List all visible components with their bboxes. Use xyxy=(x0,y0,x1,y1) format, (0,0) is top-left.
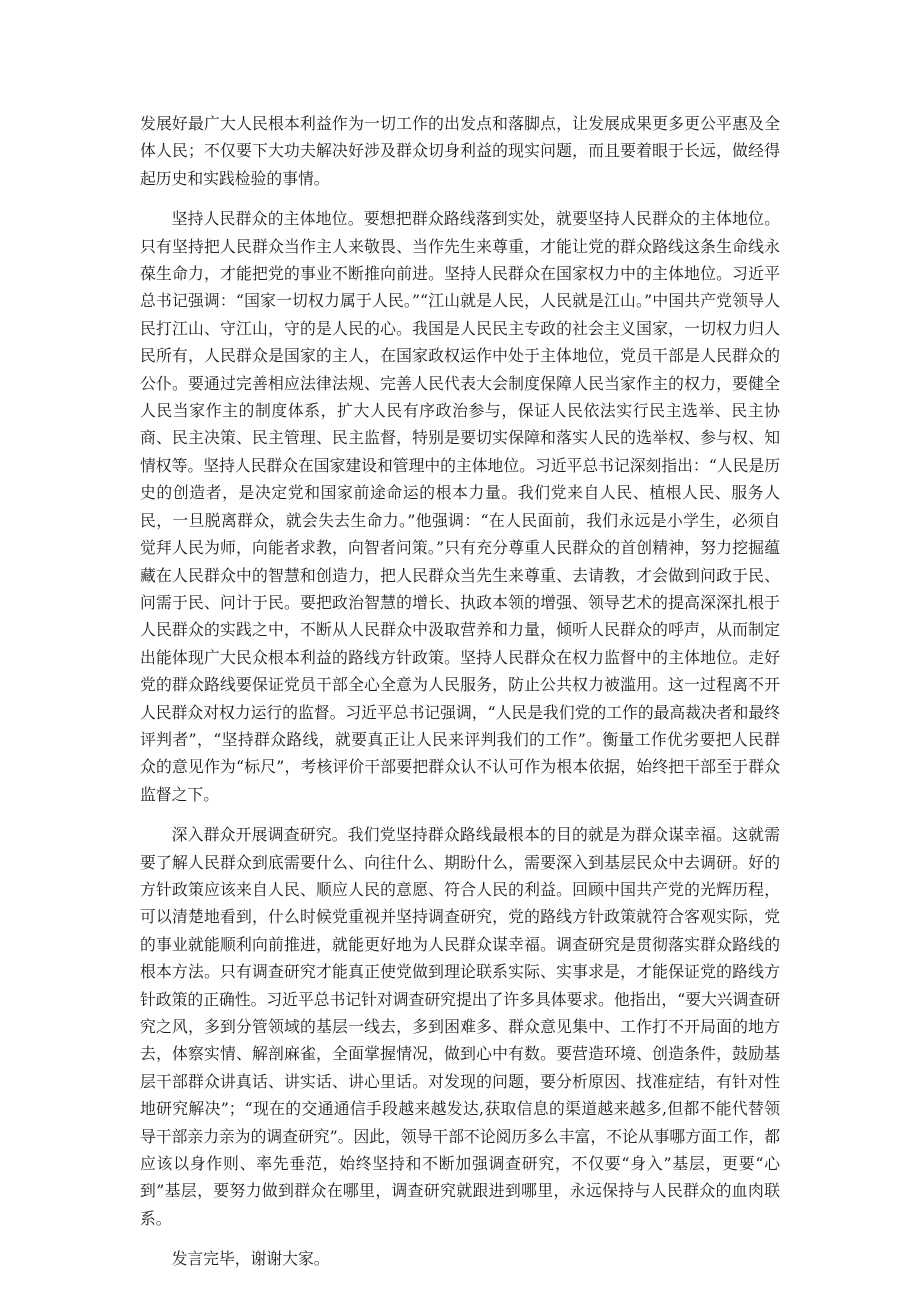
paragraph-closing: 发言完毕，谢谢大家。 xyxy=(171,1249,330,1269)
document-page xyxy=(140,110,780,1286)
paragraph-continuation: 发展好最广大人民根本利益作为一切工作的出发点和落脚点，让发展成果更多更公平惠及全体人民；不仅要下大功夫解决好涉及群众切身利益的现实问题，而且要着眼于长远，做经得起历史和实践检验的事情。 xyxy=(140,114,780,188)
paragraph-investigation-research: 深入群众开展调查研究。我们党坚持群众路线最根本的目的就是为群众谋幸福。这就需要了解人民群众到底需要什么、向往什么、期盼什么，需要深入到基层民众中去调研。好的方针政策应该来自人民、顺应人民的意愿、符合人民的利益。回顾中国共产党的光辉历程，可以清楚地看到，什么时候党重视并坚持调查研究，党的路线方针政策就符合客观实际，党的事业就能顺利向前推进，就能更好地为人民群众谋幸福。调查研究是贯彻落实群众路线的根本方法。只有调查研究才能真正使党做到理论联系实际、实事求是，才能保证党的路线方针政策的正确性。习近平总书记针对调查研究提出了许多具体要求。他指出，“要大兴调查研究之风，多到分管领域的基层一线去，多到困难多、群众意见集中、工作打不开局面的地方去，体察实情、解剖麻雀，全面掌握情况，做到心中有数。要营造环境、创造条件，鼓励基层干部群众讲真话、讲实话、讲心里话。对发现的问题，要分析原因、找准症结，有针对性地研究解决”；“现在的交通通信手段越来越发达,获取信息的渠道越来越多,但都不能代替领导干部亲力亲为的调查研究”。因此，领导干部不论阅历多么丰富，不论从事哪方面工作，都应该以身作则、率先垂范，始终坚持和不断加强调查研究，不仅要“身入”基层，更要“心到”基层，要努力做到群众在哪里，调查研究就跟进到哪里，永远保持与人民群众的血肉联系。 xyxy=(140,825,780,1228)
paragraph-subject-status: 坚持人民群众的主体地位。要想把群众路线落到实处，就要坚持人民群众的主体地位。只有坚持把人民群众当作主人来敬畏、当作先生来尊重，才能让党的群众路线这条生命线永葆生命力，才能把党的事业不断推向前进。坚持人民群众在国家权力中的主体地位。习近平总书记强调：“国家一切权力属于人民。”“江山就是人民，人民就是江山。”中国共产党领导人民打江山、守江山，守的是人民的心。我国是人民民主专政的社会主义国家，一切权力归人民所有，人民群众是国家的主人，在国家政权运作中处于主体地位，党员干部是人民群众的公仆。要通过完善相应法律法规、完善人民代表大会制度保障人民当家作主的权力，要健全人民当家作主的制度体系，扩大人民有序政治参与，保证人民依法实行民主选举、民主协商、民主决策、民主管理、民主监督，特别是要切实保障和落实人民的选举权、参与权、知情权等。坚持人民群众在国家建设和管理中的主体地位。习近平总书记深刻指出：“人民是历史的创造者，是决定党和国家前途命运的根本力量。我们党来自人民、植根人民、服务人民，一旦脱离群众，就会失去生命力。”他强调：“在人民面前，我们永远是小学生，必须自觉拜人民为师，向能者求教，向智者问策。”只有充分尊重人民群众的首创精神，努力挖掘蕴藏在人民群众中的智慧和创造力，把人民群众当先生来尊重、去请教，才会做到问政于民、问需于民、问计于民。要把政治智慧的增长、执政本领的增强、领导艺术的提高深深扎根于人民群众的实践之中，不断从人民群众中汲取营养和力量，倾听人民群众的呼声，从而制定出能体现广大民众根本利益的路线方针政策。坚持人民群众在权力监督中的主体地位。走好党的群众路线要保证党员干部全心全意为人民服务，防止公共权力被滥用。这一过程离不开人民群众对权力运行的监督。习近平总书记强调，“人民是我们党的工作的最高裁决者和最终评判者”，“坚持群众路线，就要真正让人民来评判我们的工作”。衡量工作优劣要把人民群众的意见作为“标尺”，考核评价干部要把群众认不认可作为根本依据，始终把干部至于群众监督之下。 xyxy=(140,209,780,804)
